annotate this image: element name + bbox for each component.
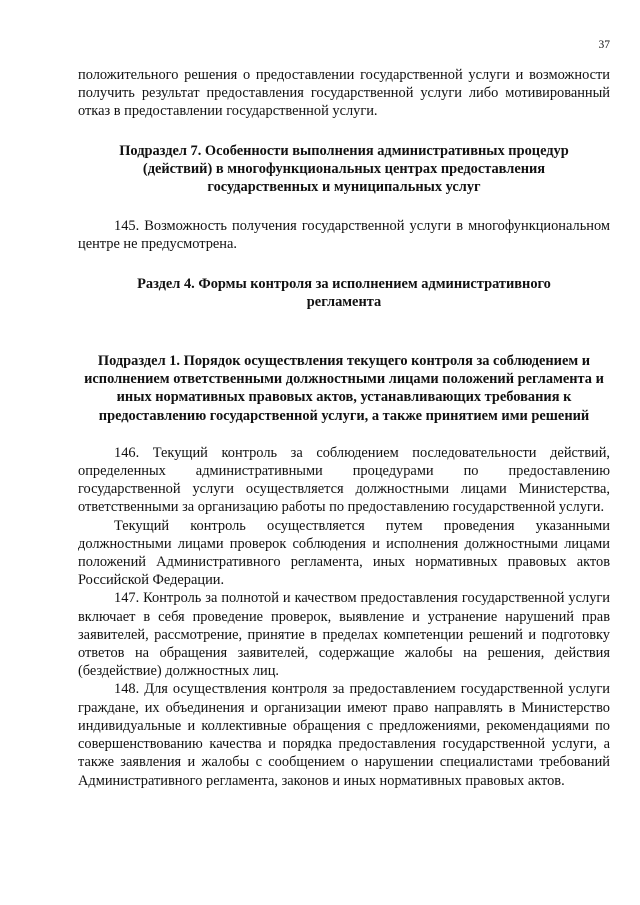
page-number: 37 — [598, 39, 610, 51]
subsection-7-heading: Подраздел 7. Особенности выполнения административных процедур (действий) в многофункциональных центрах предоставления государственных и муниципальных услуг — [119, 142, 569, 196]
paragraph-146-continuation: Текущий контроль осуществляется путем проведения указанными должностными лицами проверок соблюдения и исполнения должностными лицами положений Административного регламента, иных нормативных правовых актов Российской Федерации. — [78, 517, 610, 589]
paragraph-145: 145. Возможность получения государственной услуги в многофункциональном центре не предусмотрена. — [78, 218, 610, 253]
subsection-1-heading: Подраздел 1. Порядок осуществления текущего контроля за соблюдением и исполнением ответственными должностными лицами положений регламента и иных нормативных правовых актов, устанавливающих требования к предоставлению государственной услуги, а также принятием ими решений — [84, 353, 604, 424]
paragraph-148: 148. Для осуществления контроля за предоставлением государственной услуги граждане, их объединения и организации имеют право направлять в Министерство индивидуальные и коллективные обращения с предложениями, рекомендациями по совершенствованию качества и порядка предоставления государственной услуги, а также заявления и жалобы с сообщением о нарушении специалистами требований Административного регламента, законов и иных нормативных правовых актов. — [78, 681, 610, 789]
paragraph-147: 147. Контроль за полнотой и качеством предоставления государственной услуги включает в себя проведение проверок, выявление и устранение нарушений прав заявителей, рассмотрение, принятие в пределах компетенции решений и подготовку ответов на обращения заявителей, содержащие жалобы на решения, действия (бездействие) должностных лиц. — [78, 590, 610, 680]
section-4-heading: Раздел 4. Формы контроля за исполнением административного регламента — [137, 275, 551, 310]
document-body — [78, 66, 610, 790]
intro-paragraph: положительного решения о предоставлении государственной услуги и возможности получить результат предоставления государственной услуги либо мотивированный отказ в предоставлении государственной услуги. — [78, 67, 610, 120]
paragraph-146: 146. Текущий контроль за соблюдением последовательности действий, определенных административными процедурами по предоставлению государственной услуги осуществляется должностными лицами Министерства, ответственными за организацию работы по предоставлению государственной услуги. — [78, 444, 610, 516]
